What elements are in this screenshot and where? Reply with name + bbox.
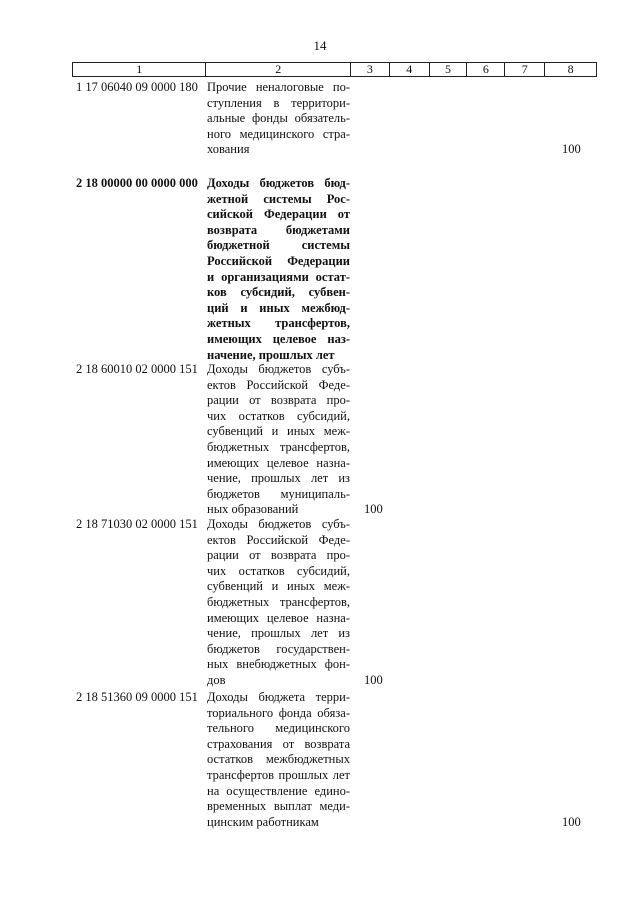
description-line: Доходы бюджета терри- [207, 690, 350, 704]
description-line: Доходы бюджетов бюд- [207, 176, 350, 190]
description-line: рации от возврата про- [207, 548, 350, 563]
header-col-5: 5 [429, 63, 467, 76]
description-line: ций и иных межбюд- [207, 300, 350, 315]
description-line: тельного медицинского [207, 721, 350, 736]
description-line: рации от возврата про- [207, 393, 350, 408]
description-line: бюджетных трансфертов, [207, 594, 350, 609]
description-line: ектов Российской Феде- [207, 377, 350, 392]
row-description [207, 362, 350, 518]
header-col-1: 1 [136, 62, 143, 76]
row-code: 2 18 71030 02 0000 151 [76, 517, 198, 531]
row-code: 2 18 60010 02 0000 151 [76, 362, 198, 376]
description-line: временных выплат меди- [207, 799, 350, 814]
row-code: 1 17 06040 09 0000 180 [76, 80, 198, 94]
header-col-7: 7 [504, 63, 544, 76]
table-header [72, 62, 597, 77]
description-line: остатков межбюджетных [207, 752, 350, 767]
description-line: дов [207, 672, 226, 687]
description-line: на осуществление едино- [207, 783, 350, 798]
header-col-2: 2 [205, 63, 349, 76]
description-line: страхования от возврата [207, 736, 350, 751]
description-line: бюджетной системы [207, 238, 350, 253]
description-line: бюджетных трансфертов, [207, 439, 350, 454]
description-line: и организациями остат- [207, 269, 350, 284]
row-code: 2 18 51360 09 0000 151 [76, 690, 198, 704]
description-line: Доходы бюджетов субъ- [207, 362, 350, 376]
page-number: 14 [313, 38, 327, 53]
row-value-col3: 100 [364, 502, 383, 517]
description-line: ступления в территори- [207, 95, 350, 110]
description-line: имеющих целевое наз- [207, 331, 350, 346]
description-line: Доходы бюджетов субъ- [207, 517, 350, 531]
description-line: альные фонды обязатель- [207, 111, 350, 126]
description-line: возврата бюджетами [207, 222, 350, 237]
description-line: цинским работникам [207, 814, 319, 829]
description-line: субвенций и иных меж- [207, 424, 350, 439]
description-line: хования [207, 142, 250, 157]
description-line: ного медицинского стра- [207, 126, 350, 141]
description-line: жетных трансфертов, [207, 316, 350, 331]
description-line: начение, прошлых лет [207, 347, 335, 362]
header-col-4: 4 [389, 63, 429, 76]
description-line: ков субсидий, субвен- [207, 285, 350, 300]
description-line: чение, прошлых лет из [207, 626, 350, 641]
description-line: ектов Российской Феде- [207, 532, 350, 547]
description-line: Прочие неналоговые по- [207, 80, 350, 94]
row-description [207, 176, 350, 363]
description-line: чение, прошлых лет из [207, 471, 350, 486]
row-value-col8: 100 [562, 814, 581, 829]
description-line: сийской Федерации от [207, 207, 350, 222]
header-col-8: 8 [544, 63, 596, 76]
description-line: ториального фонда обяза- [207, 705, 350, 720]
description-line: чих остатков субсидий, [207, 563, 350, 578]
description-line: Российской Федерации [207, 253, 350, 268]
header-col-3: 3 [350, 63, 389, 76]
row-description [207, 690, 350, 830]
description-line: чих остатков субсидий, [207, 408, 350, 423]
row-code: 2 18 00000 00 0000 000 [76, 176, 198, 190]
row-description [207, 80, 350, 158]
description-line: ных образований [207, 502, 299, 517]
description-line: трансфертов прошлых лет [207, 767, 350, 782]
description-line: имеющих целевое назна- [207, 455, 350, 470]
row-value-col3: 100 [364, 673, 383, 687]
description-line: жетной системы Рос- [207, 191, 350, 206]
description-line: ных внебюджетных фон- [207, 657, 350, 672]
row-description [207, 517, 350, 689]
row-value-col8: 100 [562, 142, 581, 157]
description-line: субвенций и иных меж- [207, 579, 350, 594]
description-line: бюджетов государствен- [207, 641, 350, 656]
description-line: бюджетов муниципаль- [207, 486, 350, 501]
header-col-6: 6 [466, 63, 504, 76]
description-line: имеющих целевое назна- [207, 610, 350, 625]
